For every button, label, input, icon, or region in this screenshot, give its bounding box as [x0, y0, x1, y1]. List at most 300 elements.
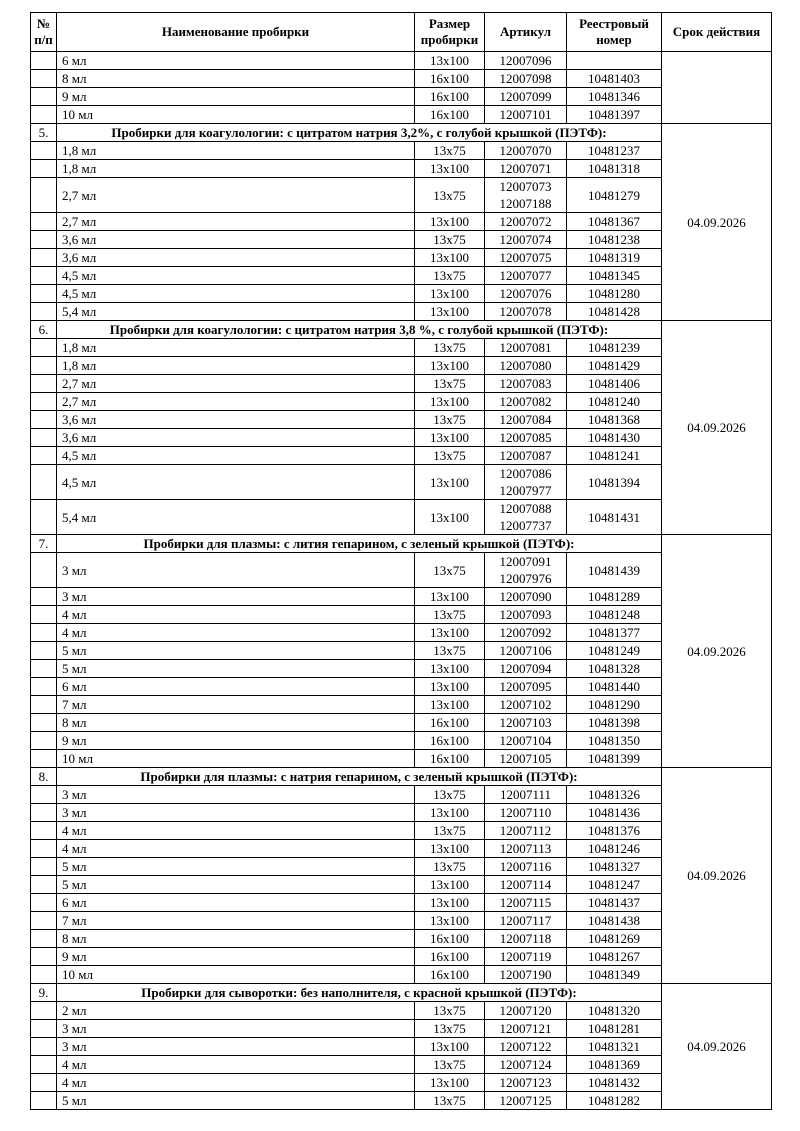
registry-number-cell: 10481281: [567, 1020, 662, 1038]
article-number: 12007111: [499, 787, 552, 802]
row-number-cell: [31, 714, 57, 732]
article-number: 12007093: [499, 607, 552, 622]
article-number: 12007113: [499, 841, 552, 856]
article-cell: [485, 411, 567, 429]
tube-size-cell: 13x100: [415, 678, 485, 696]
tube-size-cell: 13x75: [415, 375, 485, 393]
registry-number-cell: 10481398: [567, 714, 662, 732]
registry-number-cell: 10481279: [567, 178, 662, 213]
article-number: 12007122: [499, 1039, 552, 1054]
article-cell: [485, 804, 567, 822]
tube-size-cell: 13x100: [415, 876, 485, 894]
tube-size-cell: 13x100: [415, 285, 485, 303]
row-number-cell: [31, 1056, 57, 1074]
article-number: 12007084: [499, 412, 552, 427]
row-number-cell: [31, 912, 57, 930]
section-number-cell: 9.: [31, 984, 57, 1002]
registry-number-cell: 10481428: [567, 303, 662, 321]
section-number-cell: 8.: [31, 768, 57, 786]
registry-number-cell: 10481241: [567, 447, 662, 465]
table-row: [31, 678, 772, 696]
article-cell: [485, 714, 567, 732]
section-title-cell: Пробирки для сыворотки: без наполнителя, с красной крышкой (ПЭТФ):: [57, 984, 662, 1002]
tube-name-cell: 8 мл: [57, 714, 415, 732]
table-row: [31, 142, 772, 160]
table-row: [31, 1038, 772, 1056]
article-cell: [485, 948, 567, 966]
row-number-cell: [31, 1038, 57, 1056]
row-number-cell: [31, 588, 57, 606]
article-number: 12007078: [499, 304, 552, 319]
registry-number-cell: 10481350: [567, 732, 662, 750]
article-number: 12007106: [499, 643, 552, 658]
tube-name-cell: 4,5 мл: [57, 267, 415, 285]
tube-size-cell: 13x100: [415, 52, 485, 70]
table-row: [31, 660, 772, 678]
article-cell: [485, 500, 567, 535]
registry-number-cell: 10481280: [567, 285, 662, 303]
table-row: [31, 822, 772, 840]
article-number: 12007120: [499, 1003, 552, 1018]
tube-size-cell: 13x75: [415, 606, 485, 624]
col-header-size: Размер пробирки: [415, 13, 485, 52]
article-number: 12007105: [499, 751, 552, 766]
registry-number-cell: 10481289: [567, 588, 662, 606]
article-cell: [485, 1002, 567, 1020]
row-number-cell: [31, 858, 57, 876]
tube-name-cell: 3 мл: [57, 588, 415, 606]
table-row: [31, 411, 772, 429]
table-row: [31, 786, 772, 804]
tube-size-cell: 16x100: [415, 88, 485, 106]
article-cell: [485, 393, 567, 411]
registry-number-cell: 10481345: [567, 267, 662, 285]
tube-name-cell: 4 мл: [57, 840, 415, 858]
article-number: 12007119: [499, 949, 552, 964]
row-number-cell: [31, 465, 57, 500]
tube-name-cell: 6 мл: [57, 52, 415, 70]
article-number: 12007096: [499, 53, 552, 68]
registry-number-cell: 10481437: [567, 894, 662, 912]
article-cell: [485, 88, 567, 106]
tube-size-cell: 13x75: [415, 1002, 485, 1020]
table-row: [31, 52, 772, 70]
registry-number-cell: 10481248: [567, 606, 662, 624]
table-row: [31, 912, 772, 930]
table-row: [31, 696, 772, 714]
table-row: [31, 714, 772, 732]
article-number: 12007977: [499, 483, 552, 498]
tube-size-cell: 13x75: [415, 447, 485, 465]
tube-size-cell: 16x100: [415, 750, 485, 768]
article-number: 12007077: [499, 268, 552, 283]
tube-name-cell: 5 мл: [57, 660, 415, 678]
row-number-cell: [31, 70, 57, 88]
registry-number-cell: 10481247: [567, 876, 662, 894]
article-cell: [485, 303, 567, 321]
tube-size-cell: 13x100: [415, 804, 485, 822]
section-header-row: [31, 321, 772, 339]
registry-number-cell: 10481438: [567, 912, 662, 930]
registry-number-cell: 10481320: [567, 1002, 662, 1020]
tube-name-cell: 4 мл: [57, 1074, 415, 1092]
table-row: [31, 213, 772, 231]
row-number-cell: [31, 285, 57, 303]
tube-size-cell: 13x100: [415, 840, 485, 858]
article-number: 12007117: [499, 913, 552, 928]
table-body: [31, 52, 772, 1110]
section-title-cell: Пробирки для коагулологии: с цитратом натрия 3,8 %, с голубой крышкой (ПЭТФ):: [57, 321, 662, 339]
registry-number-cell: 10481369: [567, 1056, 662, 1074]
registry-number-cell: 10481403: [567, 70, 662, 88]
row-number-cell: [31, 267, 57, 285]
article-cell: [485, 231, 567, 249]
tubes-table: [30, 12, 772, 1110]
tube-name-cell: 3 мл: [57, 786, 415, 804]
table-row: [31, 588, 772, 606]
table-row: [31, 106, 772, 124]
table-row: [31, 804, 772, 822]
tube-name-cell: 10 мл: [57, 966, 415, 984]
table-row: [31, 553, 772, 588]
section-number-cell: 7.: [31, 535, 57, 553]
article-cell: [485, 142, 567, 160]
table-row: [31, 249, 772, 267]
header-row: [31, 13, 772, 52]
tube-size-cell: 13x100: [415, 894, 485, 912]
tube-size-cell: 13x75: [415, 858, 485, 876]
tube-name-cell: 9 мл: [57, 88, 415, 106]
table-row: [31, 1074, 772, 1092]
tube-size-cell: 13x100: [415, 588, 485, 606]
section-title-cell: Пробирки для плазмы: с лития гепарином, с зеленый крышкой (ПЭТФ):: [57, 535, 662, 553]
tube-name-cell: 4 мл: [57, 1056, 415, 1074]
tube-name-cell: 5,4 мл: [57, 303, 415, 321]
article-cell: [485, 553, 567, 588]
article-number: 12007121: [499, 1021, 552, 1036]
article-cell: [485, 822, 567, 840]
article-number: 12007099: [499, 89, 552, 104]
table-row: [31, 465, 772, 500]
row-number-cell: [31, 142, 57, 160]
table-row: [31, 840, 772, 858]
row-number-cell: [31, 1092, 57, 1110]
tube-name-cell: 1,8 мл: [57, 160, 415, 178]
validity-cell: [662, 52, 772, 124]
article-cell: [485, 267, 567, 285]
article-cell: [485, 840, 567, 858]
article-number: 12007123: [499, 1075, 552, 1090]
article-number: 12007102: [499, 697, 552, 712]
validity-cell: 04.09.2026: [662, 124, 772, 321]
article-cell: [485, 249, 567, 267]
tube-size-cell: 13x75: [415, 411, 485, 429]
table-row: [31, 88, 772, 106]
tube-name-cell: 5,4 мл: [57, 500, 415, 535]
article-number: 12007737: [499, 518, 552, 533]
registry-number-cell: 10481238: [567, 231, 662, 249]
article-cell: [485, 696, 567, 714]
row-number-cell: [31, 804, 57, 822]
article-cell: [485, 912, 567, 930]
registry-number-cell: 10481406: [567, 375, 662, 393]
tube-name-cell: 5 мл: [57, 642, 415, 660]
tube-name-cell: 3 мл: [57, 553, 415, 588]
tube-size-cell: 13x75: [415, 786, 485, 804]
section-header-row: [31, 124, 772, 142]
table-row: [31, 750, 772, 768]
article-cell: [485, 447, 567, 465]
row-number-cell: [31, 966, 57, 984]
registry-number-cell: 10481367: [567, 213, 662, 231]
tube-name-cell: 3 мл: [57, 1020, 415, 1038]
tube-size-cell: 13x100: [415, 249, 485, 267]
tube-name-cell: 3,6 мл: [57, 249, 415, 267]
table-row: [31, 1092, 772, 1110]
table-row: [31, 447, 772, 465]
row-number-cell: [31, 642, 57, 660]
tube-name-cell: 3 мл: [57, 804, 415, 822]
article-number: 12007070: [499, 143, 552, 158]
section-title-cell: Пробирки для плазмы: с натрия гепарином, с зеленый крышкой (ПЭТФ):: [57, 768, 662, 786]
registry-number-cell: 10481237: [567, 142, 662, 160]
tube-size-cell: 16x100: [415, 966, 485, 984]
registry-number-cell: 10481318: [567, 160, 662, 178]
tube-size-cell: 16x100: [415, 948, 485, 966]
tube-name-cell: 7 мл: [57, 912, 415, 930]
article-number: 12007074: [499, 232, 552, 247]
article-number: 12007103: [499, 715, 552, 730]
table-row: [31, 339, 772, 357]
row-number-cell: [31, 894, 57, 912]
row-number-cell: [31, 339, 57, 357]
row-number-cell: [31, 429, 57, 447]
validity-cell: 04.09.2026: [662, 321, 772, 535]
article-number: 12007110: [499, 805, 552, 820]
registry-number-cell: 10481326: [567, 786, 662, 804]
tube-name-cell: 8 мл: [57, 70, 415, 88]
table-row: [31, 285, 772, 303]
tube-size-cell: 13x100: [415, 160, 485, 178]
tube-name-cell: 4,5 мл: [57, 465, 415, 500]
row-number-cell: [31, 840, 57, 858]
row-number-cell: [31, 553, 57, 588]
tube-name-cell: 9 мл: [57, 732, 415, 750]
tube-name-cell: 2,7 мл: [57, 213, 415, 231]
article-number: 12007115: [499, 895, 552, 910]
article-number: 12007072: [499, 214, 552, 229]
table-row: [31, 303, 772, 321]
tube-name-cell: 3,6 мл: [57, 411, 415, 429]
registry-number-cell: [567, 52, 662, 70]
article-cell: [485, 52, 567, 70]
article-cell: [485, 786, 567, 804]
article-cell: [485, 894, 567, 912]
table-row: [31, 930, 772, 948]
article-cell: [485, 213, 567, 231]
row-number-cell: [31, 357, 57, 375]
table-row: [31, 160, 772, 178]
article-number: 12007118: [499, 931, 552, 946]
tube-name-cell: 2 мл: [57, 1002, 415, 1020]
tube-name-cell: 4,5 мл: [57, 447, 415, 465]
table-row: [31, 876, 772, 894]
tube-size-cell: 13x100: [415, 1038, 485, 1056]
tube-size-cell: 13x100: [415, 660, 485, 678]
table-header: [31, 13, 772, 52]
row-number-cell: [31, 930, 57, 948]
tube-name-cell: 5 мл: [57, 1092, 415, 1110]
article-cell: [485, 660, 567, 678]
article-cell: [485, 70, 567, 88]
section-header-row: [31, 535, 772, 553]
article-cell: [485, 750, 567, 768]
registry-number-cell: 10481440: [567, 678, 662, 696]
table-row: [31, 393, 772, 411]
row-number-cell: [31, 52, 57, 70]
row-number-cell: [31, 231, 57, 249]
tube-size-cell: 13x75: [415, 1020, 485, 1038]
article-number: 12007092: [499, 625, 552, 640]
tube-name-cell: 1,8 мл: [57, 142, 415, 160]
article-number: 12007073: [499, 179, 552, 194]
tube-size-cell: 16x100: [415, 732, 485, 750]
section-title-cell: Пробирки для коагулологии: с цитратом натрия 3,2%, с голубой крышкой (ПЭТФ):: [57, 124, 662, 142]
registry-number-cell: 10481430: [567, 429, 662, 447]
row-number-cell: [31, 88, 57, 106]
tube-name-cell: 8 мл: [57, 930, 415, 948]
table-row: [31, 606, 772, 624]
row-number-cell: [31, 375, 57, 393]
registry-number-cell: 10481321: [567, 1038, 662, 1056]
article-number: 12007098: [499, 71, 552, 86]
tube-size-cell: 16x100: [415, 714, 485, 732]
article-number: 12007087: [499, 448, 552, 463]
tube-size-cell: 13x75: [415, 553, 485, 588]
row-number-cell: [31, 303, 57, 321]
article-cell: [485, 966, 567, 984]
tube-size-cell: 13x100: [415, 213, 485, 231]
registry-number-cell: 10481269: [567, 930, 662, 948]
row-number-cell: [31, 160, 57, 178]
row-number-cell: [31, 822, 57, 840]
registry-number-cell: 10481377: [567, 624, 662, 642]
row-number-cell: [31, 696, 57, 714]
table-row: [31, 1056, 772, 1074]
tube-size-cell: 16x100: [415, 106, 485, 124]
registry-number-cell: 10481394: [567, 465, 662, 500]
registry-number-cell: 10481431: [567, 500, 662, 535]
article-cell: [485, 930, 567, 948]
table-row: [31, 642, 772, 660]
article-cell: [485, 642, 567, 660]
article-number: 12007112: [499, 823, 552, 838]
article-cell: [485, 606, 567, 624]
article-cell: [485, 465, 567, 500]
tube-size-cell: 13x100: [415, 696, 485, 714]
table-row: [31, 70, 772, 88]
row-number-cell: [31, 606, 57, 624]
article-cell: [485, 732, 567, 750]
col-header-registry: Реестровый номер: [567, 13, 662, 52]
table-row: [31, 858, 772, 876]
validity-cell: 04.09.2026: [662, 768, 772, 984]
col-header-validity: Срок действия: [662, 13, 772, 52]
tube-name-cell: 2,7 мл: [57, 393, 415, 411]
tube-name-cell: 2,7 мл: [57, 178, 415, 213]
article-number: 12007090: [499, 589, 552, 604]
article-cell: [485, 106, 567, 124]
article-cell: [485, 357, 567, 375]
registry-number-cell: 10481397: [567, 106, 662, 124]
tube-name-cell: 3,6 мл: [57, 231, 415, 249]
article-cell: [485, 1056, 567, 1074]
row-number-cell: [31, 1074, 57, 1092]
article-cell: [485, 1074, 567, 1092]
article-number: 12007094: [499, 661, 552, 676]
row-number-cell: [31, 411, 57, 429]
table-row: [31, 1020, 772, 1038]
tube-size-cell: 13x100: [415, 1074, 485, 1092]
article-number: 12007076: [499, 286, 552, 301]
row-number-cell: [31, 500, 57, 535]
article-cell: [485, 339, 567, 357]
registry-number-cell: 10481346: [567, 88, 662, 106]
article-number: 12007082: [499, 394, 552, 409]
table-row: [31, 267, 772, 285]
registry-number-cell: 10481376: [567, 822, 662, 840]
registry-number-cell: 10481267: [567, 948, 662, 966]
row-number-cell: [31, 678, 57, 696]
article-cell: [485, 858, 567, 876]
validity-cell: 04.09.2026: [662, 984, 772, 1110]
registry-number-cell: 10481249: [567, 642, 662, 660]
table-row: [31, 178, 772, 213]
article-number: 12007104: [499, 733, 552, 748]
validity-cell: 04.09.2026: [662, 535, 772, 768]
registry-number-cell: 10481328: [567, 660, 662, 678]
table-row: [31, 357, 772, 375]
table-row: [31, 1002, 772, 1020]
article-cell: [485, 678, 567, 696]
tube-name-cell: 5 мл: [57, 858, 415, 876]
table-row: [31, 500, 772, 535]
tube-name-cell: 4 мл: [57, 822, 415, 840]
tube-name-cell: 3,6 мл: [57, 429, 415, 447]
tube-name-cell: 3 мл: [57, 1038, 415, 1056]
article-cell: [485, 375, 567, 393]
row-number-cell: [31, 1020, 57, 1038]
article-cell: [485, 160, 567, 178]
article-number: 12007085: [499, 430, 552, 445]
tube-size-cell: 13x75: [415, 142, 485, 160]
article-number: 12007116: [499, 859, 552, 874]
registry-number-cell: 10481290: [567, 696, 662, 714]
article-number: 12007114: [499, 877, 552, 892]
row-number-cell: [31, 106, 57, 124]
article-cell: [485, 876, 567, 894]
registry-number-cell: 10481240: [567, 393, 662, 411]
tube-name-cell: 2,7 мл: [57, 375, 415, 393]
row-number-cell: [31, 249, 57, 267]
article-number: 12007088: [499, 501, 552, 516]
col-header-number: № п/п: [31, 13, 57, 52]
section-header-row: [31, 768, 772, 786]
registry-number-cell: 10481429: [567, 357, 662, 375]
table-row: [31, 624, 772, 642]
tube-size-cell: 13x75: [415, 642, 485, 660]
col-header-article: Артикул: [485, 13, 567, 52]
